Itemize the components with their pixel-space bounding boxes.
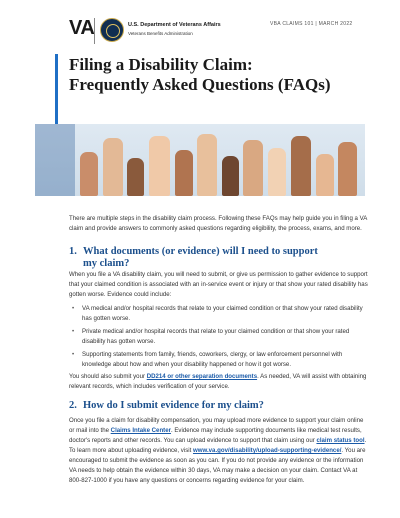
document-reference: VBA CLAIMS 101 | MARCH 2022 <box>270 21 353 27</box>
hand-image <box>268 148 286 196</box>
footer-text-before: You should also submit your <box>69 373 147 380</box>
claim-status-tool-link[interactable]: claim status tool <box>316 437 365 444</box>
hand-image <box>197 134 217 196</box>
claims-intake-center-link[interactable]: Claims Intake Center <box>110 427 171 434</box>
question-2-heading-text: How do I submit evidence for my claim? <box>83 400 264 411</box>
list-item: • Supporting statements from family, friends, coworkers, clergy, or law enforcement personnel with knowledge about how and when your disability happened or how it got worse. <box>69 350 369 370</box>
question-1-heading-line-2: my claim? <box>83 258 130 269</box>
question-number: 2. <box>69 400 77 411</box>
photo-band <box>35 124 75 196</box>
upload-evidence-link[interactable]: www.va.gov/disability/upload-supporting-evidence/ <box>192 447 342 454</box>
footer-text-after: . As needed, VA will assist with obtaining relevant records, which includes verification of your service. <box>69 373 367 390</box>
evidence-list <box>69 304 369 373</box>
intro-paragraph: There are multiple steps in the disability claim process. Following these FAQs may help guide you in filing a VA claim and provide answers to commonly asked questions regarding eligibility, the process, exams, and more. <box>69 215 367 232</box>
hand-image <box>175 150 193 196</box>
hand-image <box>243 140 263 196</box>
raised-hands-photo <box>35 124 365 196</box>
hand-image <box>316 154 334 196</box>
question-2-heading <box>69 400 369 412</box>
list-item: • VA medical and/or hospital records that relate to your claimed condition or that show your rated disability has gotten worse. <box>69 304 369 324</box>
question-2-body <box>69 416 369 486</box>
question-1-footer <box>69 372 369 392</box>
page-title-line-2: Frequently Asked Questions (FAQs) <box>69 75 331 94</box>
page-title-line-1: Filing a Disability Claim: <box>69 55 253 74</box>
department-seal-icon <box>100 18 124 42</box>
question-1-heading-line-1: What documents (or evidence) will I need to support <box>83 246 318 257</box>
hand-image <box>222 156 239 196</box>
department-name: U.S. Department of Veterans Affairs <box>128 22 221 28</box>
question-number: 1. <box>69 246 77 257</box>
page-title <box>69 55 369 95</box>
q2-body-part-1: Once you file a claim for disability compensation, you may upload more evidence to support your claim online or mail into the <box>69 417 364 434</box>
hand-image <box>103 138 123 196</box>
page-header <box>0 0 400 52</box>
list-item: • Private medical and/or hospital records that relate to your claimed condition or that show your rated disability has gotten worse. <box>69 327 369 347</box>
q2-body-part-4: . You are encouraged to submit the evidence as soon as you can. If you do not provide any evidence or the information VA needs to help obtain the evidence within 30 days, VA may make a decision on your claim. Contact VA at 800-827-1000 if you have any questions or concerns regarding evidence for your claim. <box>69 447 366 484</box>
question-1-body: When you file a VA disability claim, you will need to submit, or give us permission to gather evidence to support that your claimed condition is associated with an in-service event or injury or that show your rated disability has gotten worse. Evidence could include: <box>69 271 368 298</box>
q2-body-part-2: . Evidence may include supporting documents like medical test results, doctor's reports and other records. You can upload evidence to support that claim using our <box>69 427 362 444</box>
question-1-heading <box>69 246 369 270</box>
dd214-link[interactable]: DD214 or other separation documents <box>146 373 258 380</box>
hand-image <box>80 152 98 196</box>
hand-image <box>291 136 311 196</box>
q2-body-part-3: . To learn more about uploading evidence, visit <box>69 437 367 454</box>
administration-name: Veterans Benefits Administration <box>128 31 193 36</box>
hand-image <box>127 158 144 196</box>
va-logo: VA <box>69 17 95 39</box>
logo-divider <box>94 18 95 44</box>
hand-image <box>338 142 357 196</box>
hand-image <box>149 136 170 196</box>
